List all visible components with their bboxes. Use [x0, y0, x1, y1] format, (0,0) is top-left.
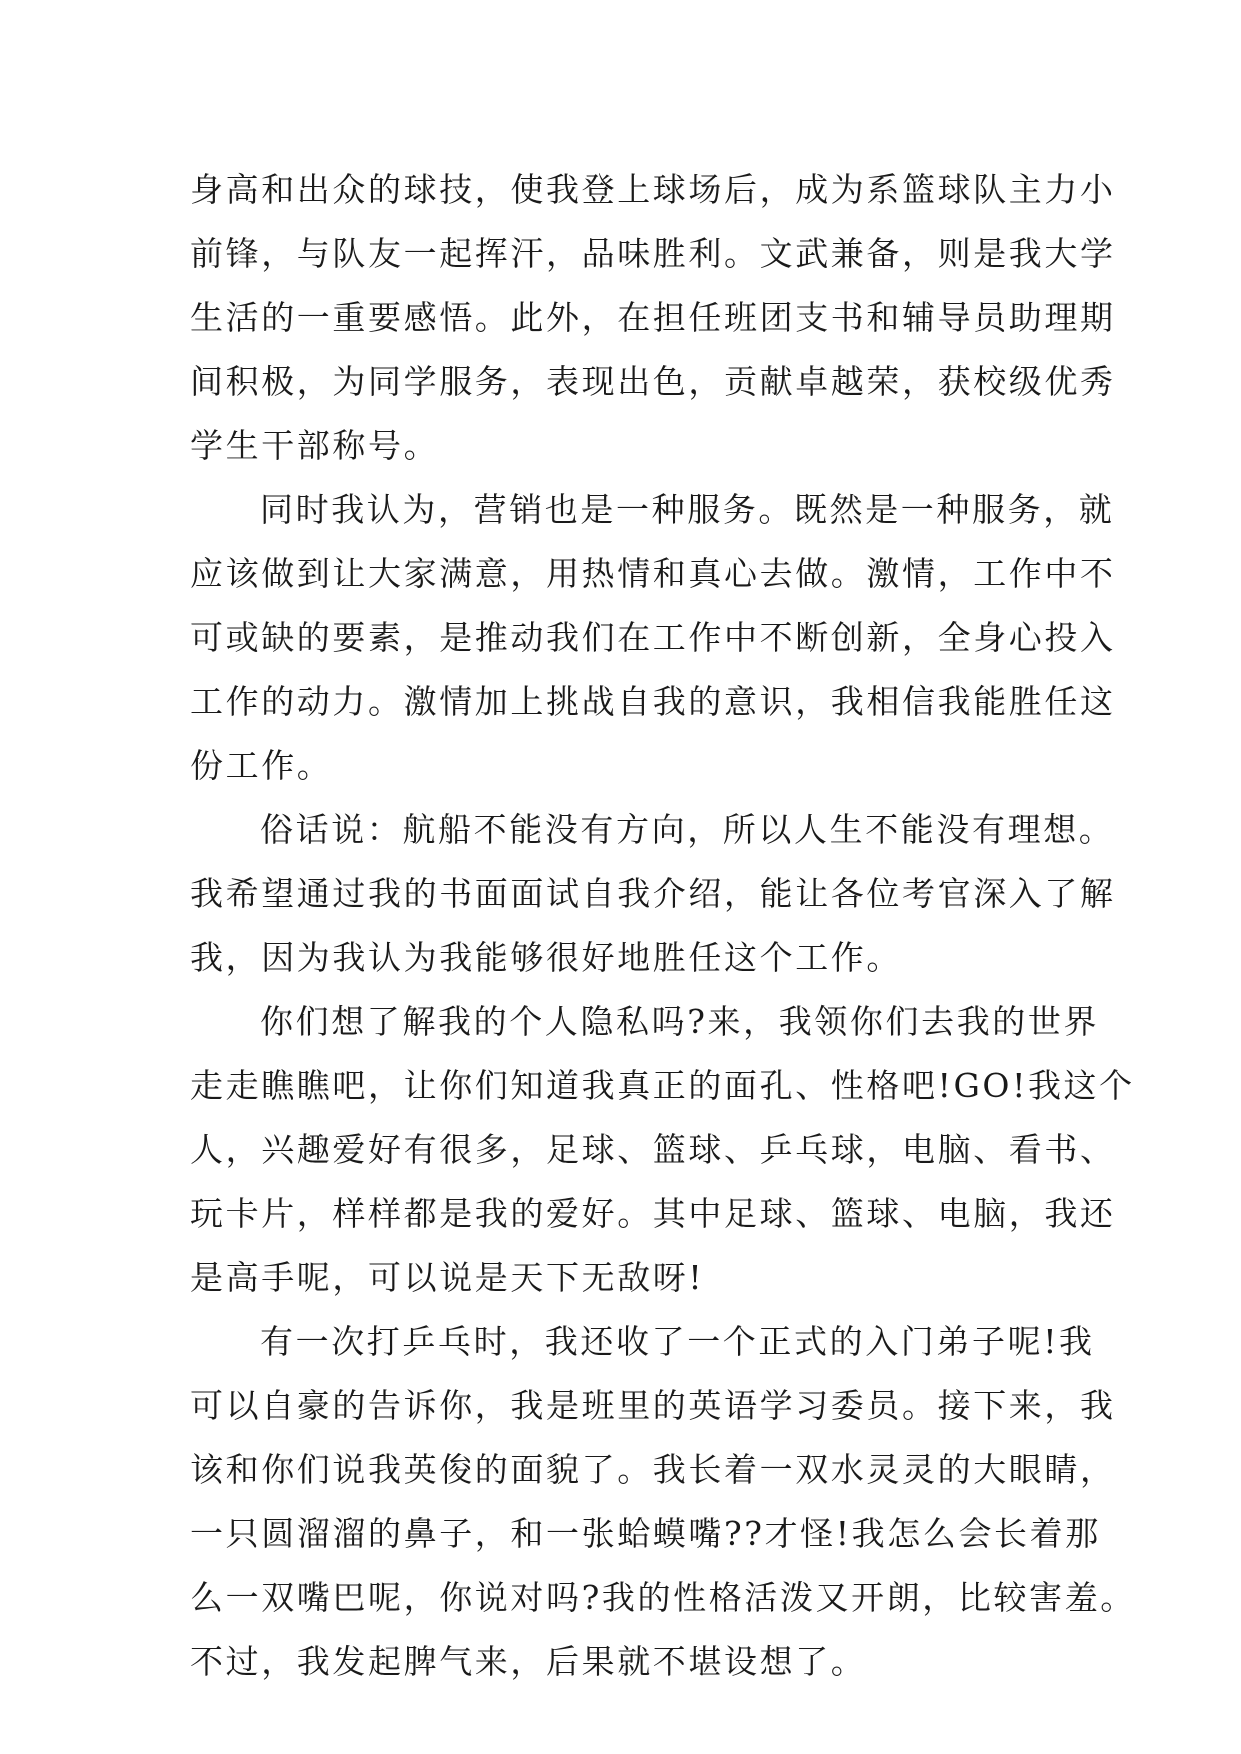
text-line: 工作的动力。激情加上挑战自我的意识，我相信我能胜任这 [190, 682, 1116, 721]
text-line: 我希望通过我的书面面试自我介绍，能让各位考官深入了解 [190, 874, 1116, 913]
text-line: 间积极，为同学服务，表现出色，贡献卓越荣，获校级优秀 [190, 362, 1116, 401]
text-line: 是高手呢，可以说是天下无敌呀! [190, 1258, 705, 1297]
paragraph-first-line: 有一次打乒乓时，我还收了一个正式的入门弟子呢!我 [260, 1322, 1095, 1361]
text-line: 不过，我发起脾气来，后果就不堪设想了。 [190, 1642, 867, 1681]
text-line: 可以自豪的告诉你，我是班里的英语学习委员。接下来，我 [190, 1386, 1116, 1425]
text-line: 该和你们说我英俊的面貌了。我长着一双水灵灵的大眼睛， [190, 1450, 1116, 1489]
paragraph-first-line: 同时我认为，营销也是一种服务。既然是一种服务，就 [260, 490, 1115, 529]
text-line: 学生干部称号。 [190, 426, 440, 465]
text-line: 人，兴趣爱好有很多，足球、篮球、乒乓球，电脑、看书、 [190, 1130, 1116, 1169]
paragraph-first-line: 俗话说：航船不能没有方向，所以人生不能没有理想。 [260, 810, 1115, 849]
text-line: 前锋，与队友一起挥汗，品味胜利。文武兼备，则是我大学 [190, 234, 1116, 273]
text-line: 我，因为我认为我能够很好地胜任这个工作。 [190, 938, 902, 977]
document-body [190, 158, 1136, 1694]
text-line: 一只圆溜溜的鼻子，和一张蛤蟆嘴??才怪!我怎么会长着那 [190, 1514, 1101, 1553]
text-line: 份工作。 [190, 746, 333, 785]
text-line: 走走瞧瞧吧，让你们知道我真正的面孔、性格吧!GO!我这个 [190, 1066, 1135, 1105]
text-line: 身高和出众的球技，使我登上球场后，成为系篮球队主力小 [190, 170, 1116, 209]
text-line: 应该做到让大家满意，用热情和真心去做。激情，工作中不 [190, 554, 1116, 593]
text-line: 可或缺的要素，是推动我们在工作中不断创新，全身心投入 [190, 618, 1116, 657]
paragraph-first-line: 你们想了解我的个人隐私吗?来，我领你们去我的世界 [260, 1002, 1100, 1041]
text-line: 玩卡片，样样都是我的爱好。其中足球、篮球、电脑，我还 [190, 1194, 1116, 1233]
text-line: 么一双嘴巴呢，你说对吗?我的性格活泼又开朗，比较害羞。 [190, 1578, 1136, 1617]
text-line: 生活的一重要感悟。此外，在担任班团支书和辅导员助理期 [190, 298, 1116, 337]
